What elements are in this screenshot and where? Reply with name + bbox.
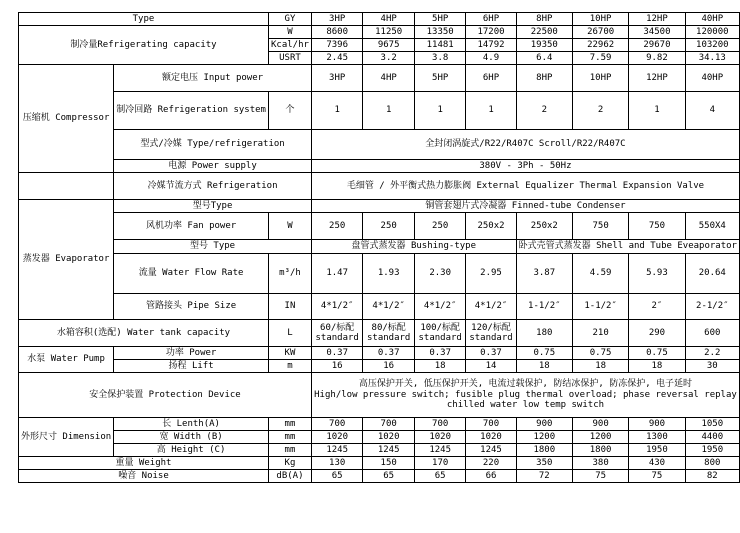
value-cell: 170 — [414, 457, 466, 470]
value-cell — [363, 320, 415, 347]
value-cell: 65 — [311, 470, 363, 483]
value-cell: 18 — [516, 360, 572, 373]
throttle-value: 毛细管 / 外平衡式热力膨胀阀 External Equalizer Thermal Expansion Valve — [311, 173, 739, 200]
value-cell: 4*1/2″ — [363, 294, 415, 320]
value-cell: 700 — [363, 418, 415, 431]
value-cell: 4HP — [363, 65, 415, 92]
fan-power-row — [19, 213, 740, 240]
evaporator-type-label: 型号 Type — [114, 240, 312, 254]
condenser-type-row — [19, 200, 740, 213]
value-cell: 5.93 — [629, 254, 685, 294]
value-cell: 0.37 — [311, 347, 363, 360]
value-cell: 120000 — [685, 26, 739, 39]
value-cell: 250x2 — [516, 213, 572, 240]
value-cell: 2.45 — [311, 52, 363, 65]
unit-cell: W — [268, 213, 311, 240]
model-cell: 8HP — [516, 13, 572, 26]
value-cell: 1-1/2″ — [572, 294, 628, 320]
power-supply-label: 电源 Power supply — [114, 160, 312, 173]
dimension-label: 长 Lenth(A) — [114, 418, 269, 431]
dimension-group-label: 外形尺寸 Dimension — [19, 418, 114, 457]
throttle-label: 冷媒节流方式 Refrigeration — [114, 173, 312, 200]
value-cell: 18 — [414, 360, 466, 373]
tank-value-line: standard — [366, 333, 411, 343]
value-cell: 18 — [629, 360, 685, 373]
value-cell: 1 — [311, 92, 363, 130]
value-cell: 75 — [629, 470, 685, 483]
cooling-label: 制冷量Refrigerating capacity — [19, 26, 269, 65]
unit-cell: Kg — [268, 457, 311, 470]
model-cell: 3HP — [311, 13, 363, 26]
model-cell: 12HP — [629, 13, 685, 26]
compressor-group-label: 压缩机 Compressor — [19, 65, 114, 173]
value-cell: 1050 — [685, 418, 739, 431]
value-cell: 12HP — [629, 65, 685, 92]
unit-cell: W — [268, 26, 311, 39]
safety-line: 高压保护开关, 低压保护开关, 电流过载保护, 防结冰保护, 防冻保护, 电子延时 — [358, 379, 693, 390]
pump-power-row — [19, 347, 740, 360]
value-cell: 40HP — [685, 65, 739, 92]
value-cell: 26700 — [572, 26, 628, 39]
value-cell: 1020 — [414, 431, 466, 444]
value-cell: 1200 — [572, 431, 628, 444]
value-cell: 1800 — [572, 444, 628, 457]
value-cell: 3.87 — [516, 254, 572, 294]
unit-cell: KW — [268, 347, 311, 360]
value-cell: 2.30 — [414, 254, 466, 294]
dimension-label: 高 Height (C) — [114, 444, 269, 457]
value-cell: 3.8 — [414, 52, 466, 65]
unit-cell: mm — [268, 418, 311, 431]
value-cell: 11481 — [414, 39, 466, 52]
value-cell: 380 — [572, 457, 628, 470]
tank-value-line: standard — [469, 333, 513, 343]
input-power-label: 额定电压 Input power — [114, 65, 312, 92]
pipe-size-row — [19, 294, 740, 320]
value-cell: 103200 — [685, 39, 739, 52]
dimension-row — [19, 418, 740, 431]
value-cell: 22962 — [572, 39, 628, 52]
dimension-label: 宽 Width (B) — [114, 431, 269, 444]
tank-value-line: standard — [418, 333, 462, 343]
value-cell: 800 — [685, 457, 739, 470]
value-cell: 65 — [414, 470, 466, 483]
value-cell: 600 — [685, 320, 739, 347]
value-cell: 18 — [572, 360, 628, 373]
value-cell: 6HP — [466, 65, 516, 92]
value-cell: 250x2 — [466, 213, 516, 240]
safety-label: 安全保护装置 Protection Device — [19, 373, 312, 418]
pump-group-label: 水泵 Water Pump — [19, 347, 114, 373]
value-cell: 3.2 — [363, 52, 415, 65]
water-flow-label: 流量 Water Flow Rate — [114, 254, 269, 294]
cooling-row — [19, 26, 740, 39]
value-cell — [414, 320, 466, 347]
value-cell: 16 — [363, 360, 415, 373]
value-cell: 700 — [311, 418, 363, 431]
value-cell: 0.37 — [363, 347, 415, 360]
value-cell: 290 — [629, 320, 685, 347]
value-cell: 29670 — [629, 39, 685, 52]
circuits-row — [19, 92, 740, 130]
unit-cell: L — [268, 320, 311, 347]
value-cell: 1950 — [685, 444, 739, 457]
value-cell: 2-1/2″ — [685, 294, 739, 320]
condenser-type-value: 铜管套翅片式冷凝器 Finned-tube Condenser — [311, 200, 739, 213]
value-cell: 2.95 — [466, 254, 516, 294]
value-cell: 150 — [363, 457, 415, 470]
tank-row — [19, 320, 740, 347]
value-cell: 0.37 — [414, 347, 466, 360]
value-cell: 1245 — [466, 444, 516, 457]
value-cell: 220 — [466, 457, 516, 470]
value-cell: 8600 — [311, 26, 363, 39]
value-cell: 65 — [363, 470, 415, 483]
circuits-label: 制冷回路 Refrigeration system — [114, 92, 269, 130]
value-cell: 17200 — [466, 26, 516, 39]
unit-cell: mm — [268, 431, 311, 444]
value-cell: 1.93 — [363, 254, 415, 294]
compressor-type-row — [19, 130, 740, 160]
tank-value-line: standard — [315, 333, 359, 343]
value-cell: 700 — [466, 418, 516, 431]
value-cell: 900 — [629, 418, 685, 431]
pump-lift-row — [19, 360, 740, 373]
value-cell: 1020 — [311, 431, 363, 444]
value-cell: 1300 — [629, 431, 685, 444]
value-cell: 11250 — [363, 26, 415, 39]
value-cell: 1020 — [466, 431, 516, 444]
model-cell: 10HP — [572, 13, 628, 26]
value-cell: 1800 — [516, 444, 572, 457]
value-cell: 10HP — [572, 65, 628, 92]
value-cell: 250 — [363, 213, 415, 240]
spec-table — [18, 12, 740, 483]
value-cell: 4*1/2″ — [414, 294, 466, 320]
pipe-size-label: 管路接头 Pipe Size — [114, 294, 269, 320]
value-cell: 750 — [572, 213, 628, 240]
value-cell: 82 — [685, 470, 739, 483]
value-cell: 130 — [311, 457, 363, 470]
header-row — [19, 13, 740, 26]
value-cell: 1 — [414, 92, 466, 130]
value-cell: 7.59 — [572, 52, 628, 65]
value-cell: 75 — [572, 470, 628, 483]
value-cell: 1-1/2″ — [516, 294, 572, 320]
value-cell: 2 — [516, 92, 572, 130]
tank-value-line: 60/标配 — [320, 322, 355, 333]
value-cell: 7396 — [311, 39, 363, 52]
value-cell: 22500 — [516, 26, 572, 39]
value-cell: 550X4 — [685, 213, 739, 240]
unit-cell: mm — [268, 444, 311, 457]
water-flow-row — [19, 254, 740, 294]
compressor-type-label: 型式/冷媒 Type/refrigeration — [114, 130, 312, 160]
value-cell: 900 — [516, 418, 572, 431]
header-unit: GY — [268, 13, 311, 26]
evaporator-group-label: 蒸发器 Evaporator — [19, 200, 114, 320]
value-cell: 1245 — [363, 444, 415, 457]
value-cell: 1020 — [363, 431, 415, 444]
value-cell: 4400 — [685, 431, 739, 444]
value-cell: 30 — [685, 360, 739, 373]
value-cell: 210 — [572, 320, 628, 347]
value-cell: 1200 — [516, 431, 572, 444]
value-cell: 20.64 — [685, 254, 739, 294]
value-cell: 6.4 — [516, 52, 572, 65]
unit-cell: USRT — [268, 52, 311, 65]
value-cell: 180 — [516, 320, 572, 347]
noise-label: 噪音 Noise — [19, 470, 269, 483]
model-cell: 5HP — [414, 13, 466, 26]
power-supply-value: 380V - 3Ph - 50Hz — [311, 160, 739, 173]
header-type-label: Type — [19, 13, 269, 26]
unit-cell: dB(A) — [268, 470, 311, 483]
value-cell: 2″ — [629, 294, 685, 320]
weight-row — [19, 457, 740, 470]
model-cell: 6HP — [466, 13, 516, 26]
dimension-row — [19, 444, 740, 457]
safety-value — [311, 373, 739, 418]
value-cell: 1 — [629, 92, 685, 130]
value-cell: 430 — [629, 457, 685, 470]
fan-power-label: 风机功率 Fan power — [114, 213, 269, 240]
safety-row — [19, 373, 740, 418]
value-cell: 0.37 — [466, 347, 516, 360]
pump-lift-label: 扬程 Lift — [114, 360, 269, 373]
value-cell: 350 — [516, 457, 572, 470]
value-cell — [311, 320, 363, 347]
weight-label: 重量 Weight — [19, 457, 269, 470]
noise-row — [19, 470, 740, 483]
tank-label: 水箱容积(选配) Water tank capacity — [19, 320, 269, 347]
unit-cell: Kcal/hr — [268, 39, 311, 52]
value-cell: 9675 — [363, 39, 415, 52]
value-cell: 1245 — [311, 444, 363, 457]
tank-value-line: 80/标配 — [371, 322, 406, 333]
value-cell: 1.47 — [311, 254, 363, 294]
safety-line: High/low pressure switch; fusible plug thermal overload; phase reversal replay — [314, 389, 737, 400]
model-cell: 40HP — [685, 13, 739, 26]
value-cell: 14 — [466, 360, 516, 373]
value-cell: 0.75 — [629, 347, 685, 360]
value-cell: 34500 — [629, 26, 685, 39]
value-cell: 0.75 — [516, 347, 572, 360]
value-cell: 700 — [414, 418, 466, 431]
value-cell: 4*1/2″ — [311, 294, 363, 320]
throttle-row — [19, 173, 740, 200]
input-power-row — [19, 65, 740, 92]
value-cell: 1 — [363, 92, 415, 130]
value-cell — [466, 320, 516, 347]
value-cell: 750 — [629, 213, 685, 240]
value-cell: 3HP — [311, 65, 363, 92]
evaporator-type-row — [19, 240, 740, 254]
value-cell: 16 — [311, 360, 363, 373]
value-cell: 19350 — [516, 39, 572, 52]
value-cell: 8HP — [516, 65, 572, 92]
safety-line: chilled water low temp switch — [446, 400, 605, 411]
value-cell: 2 — [572, 92, 628, 130]
value-cell: 34.13 — [685, 52, 739, 65]
value-cell: 4 — [685, 92, 739, 130]
value-cell: 9.82 — [629, 52, 685, 65]
value-cell: 2.2 — [685, 347, 739, 360]
unit-cell: IN — [268, 294, 311, 320]
value-cell: 1 — [466, 92, 516, 130]
pump-power-label: 功率 Power — [114, 347, 269, 360]
unit-cell: m³/h — [268, 254, 311, 294]
value-cell: 5HP — [414, 65, 466, 92]
tank-value-line: 120/标配 — [471, 322, 511, 333]
value-cell: 4.9 — [466, 52, 516, 65]
condenser-type-label: 型号Type — [114, 200, 312, 213]
evaporator-type-value-b: 卧式壳管式蒸发器 Shell and Tube Eveaporator — [516, 240, 739, 254]
unit-cell: 个 — [268, 92, 311, 130]
value-cell: 1950 — [629, 444, 685, 457]
dimension-row — [19, 431, 740, 444]
unit-cell: m — [268, 360, 311, 373]
value-cell: 250 — [311, 213, 363, 240]
value-cell: 66 — [466, 470, 516, 483]
value-cell: 72 — [516, 470, 572, 483]
value-cell: 0.75 — [572, 347, 628, 360]
tank-value-line: 100/标配 — [420, 322, 461, 333]
model-cell: 4HP — [363, 13, 415, 26]
value-cell: 4.59 — [572, 254, 628, 294]
value-cell: 1245 — [414, 444, 466, 457]
blank-cell — [19, 173, 114, 200]
value-cell: 900 — [572, 418, 628, 431]
value-cell: 13350 — [414, 26, 466, 39]
compressor-type-value: 全封闭涡旋式/R22/R407C Scroll/R22/R407C — [311, 130, 739, 160]
evaporator-type-value-a: 盘管式蒸发器 Bushing-type — [311, 240, 516, 254]
value-cell: 14792 — [466, 39, 516, 52]
value-cell: 4*1/2″ — [466, 294, 516, 320]
value-cell: 250 — [414, 213, 466, 240]
power-supply-row — [19, 160, 740, 173]
